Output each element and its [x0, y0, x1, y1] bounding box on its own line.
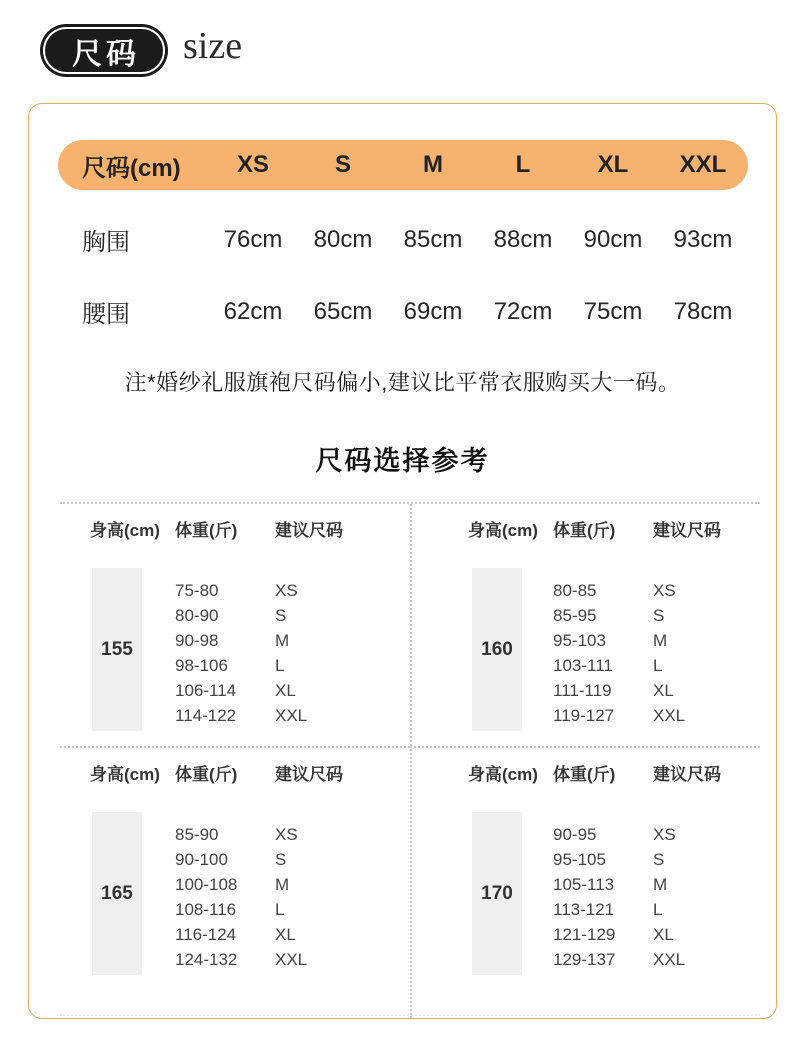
- table-cell: 85cm: [403, 225, 463, 253]
- suggested-size: S: [275, 606, 287, 625]
- suggested-size: S: [653, 606, 665, 625]
- header-cell: XL: [597, 151, 629, 178]
- table-cell: 69cm: [403, 297, 463, 325]
- weight-range: 75-80: [175, 581, 219, 600]
- suggested-size: S: [653, 850, 665, 869]
- reference-rows: [553, 578, 760, 728]
- suggested-size: XXL: [653, 950, 686, 969]
- size-section-badge: [40, 24, 168, 77]
- suggested-size: XS: [275, 581, 298, 600]
- reference-title: 尺码选择参考: [315, 446, 490, 476]
- sizing-note: 注*婚纱礼服旗袍尺码偏小,建议比平常衣服购买大一码。: [124, 370, 681, 395]
- weight-range: 105-113: [553, 875, 615, 894]
- suggested-size: XS: [653, 581, 676, 600]
- column-header: 体重(斤): [175, 521, 238, 540]
- suggested-size: XL: [275, 925, 296, 944]
- table-cell: 80cm: [313, 225, 373, 253]
- header-cell: 尺码(cm): [82, 154, 181, 182]
- reference-header: [468, 764, 760, 786]
- weight-range: 90-100: [175, 850, 228, 869]
- header-cell: XS: [236, 151, 269, 178]
- suggested-size: M: [275, 631, 290, 650]
- table-row-chest: [58, 222, 748, 254]
- column-header: 身高(cm): [468, 765, 538, 784]
- weight-range: 80-85: [553, 581, 597, 600]
- height-value: 165: [92, 812, 142, 975]
- table-cell: 93cm: [673, 225, 733, 253]
- size-reference-group-165: [60, 746, 410, 1018]
- suggested-size: M: [653, 875, 668, 894]
- weight-range: 85-90: [175, 825, 219, 844]
- column-header: 身高(cm): [468, 521, 538, 540]
- table-cell: 75cm: [583, 297, 643, 325]
- weight-range: 116-124: [175, 925, 237, 944]
- suggested-size: XL: [275, 681, 296, 700]
- reference-header: [90, 520, 410, 542]
- badge-label: 尺码: [72, 37, 140, 71]
- weight-range: 95-105: [553, 850, 606, 869]
- size-reference-grid: [60, 502, 760, 1016]
- reference-rows: [553, 822, 760, 972]
- weight-range: 119-127: [553, 706, 615, 725]
- column-header: 体重(斤): [553, 765, 616, 784]
- suggested-size: XS: [275, 825, 298, 844]
- size-table-header: [58, 140, 748, 190]
- weight-range: 114-122: [175, 706, 237, 725]
- table-cell: 72cm: [493, 297, 553, 325]
- column-header: 建议尺码: [275, 521, 343, 540]
- weight-range: 121-129: [553, 925, 616, 944]
- table-cell: 90cm: [583, 225, 643, 253]
- header-cell: L: [515, 151, 531, 178]
- weight-range: 124-132: [175, 950, 238, 969]
- table-cell: 65cm: [313, 297, 373, 325]
- suggested-size: M: [653, 631, 668, 650]
- weight-range: 100-108: [175, 875, 238, 894]
- suggested-size: S: [275, 850, 287, 869]
- suggested-size: M: [275, 875, 290, 894]
- header-cell: M: [423, 151, 443, 178]
- column-header: 身高(cm): [90, 521, 160, 540]
- column-header: 建议尺码: [653, 765, 721, 784]
- size-reference-group-160: [410, 504, 760, 746]
- weight-range: 95-103: [553, 631, 606, 650]
- suggested-size: XXL: [653, 706, 686, 725]
- reference-rows: [175, 822, 410, 972]
- column-header: 身高(cm): [90, 765, 160, 784]
- weight-range: 85-95: [553, 606, 597, 625]
- table-cell: 76cm: [223, 225, 283, 253]
- suggested-size: XXL: [275, 706, 308, 725]
- weight-range: 90-95: [553, 825, 597, 844]
- weight-range: 90-98: [175, 631, 219, 650]
- suggested-size: L: [275, 900, 285, 919]
- size-reference-group-155: [60, 504, 410, 746]
- reference-header: [90, 764, 410, 786]
- suggested-size: L: [653, 656, 663, 675]
- size-subtitle: size: [183, 25, 243, 67]
- header-cell: XXL: [679, 151, 727, 178]
- suggested-size: L: [653, 900, 663, 919]
- row-label: 腰围: [82, 301, 130, 328]
- suggested-size: XL: [653, 925, 674, 944]
- suggested-size: XL: [653, 681, 674, 700]
- weight-range: 103-111: [553, 656, 613, 675]
- table-cell: 62cm: [223, 297, 283, 325]
- table-cell: 88cm: [493, 225, 553, 253]
- reference-rows: [175, 578, 410, 728]
- height-value: 170: [472, 812, 522, 975]
- suggested-size: L: [275, 656, 285, 675]
- column-header: 建议尺码: [275, 765, 343, 784]
- weight-range: 80-90: [175, 606, 219, 625]
- weight-range: 108-116: [175, 900, 237, 919]
- column-header: 体重(斤): [175, 765, 238, 784]
- weight-range: 129-137: [553, 950, 616, 969]
- table-cell: 78cm: [673, 297, 733, 325]
- weight-range: 113-121: [553, 900, 615, 919]
- suggested-size: XS: [653, 825, 676, 844]
- suggested-size: XXL: [275, 950, 308, 969]
- height-value: 155: [92, 568, 142, 731]
- weight-range: 111-119: [553, 681, 612, 700]
- column-header: 建议尺码: [653, 521, 721, 540]
- header-cell: S: [334, 151, 351, 178]
- row-label: 胸围: [82, 229, 130, 256]
- weight-range: 98-106: [175, 656, 228, 675]
- size-chart-card: [28, 103, 777, 1019]
- size-reference-group-170: [410, 746, 760, 1018]
- column-header: 体重(斤): [553, 521, 616, 540]
- table-row-waist: [58, 294, 748, 326]
- reference-header: [468, 520, 760, 542]
- height-value: 160: [472, 568, 522, 731]
- weight-range: 106-114: [175, 681, 237, 700]
